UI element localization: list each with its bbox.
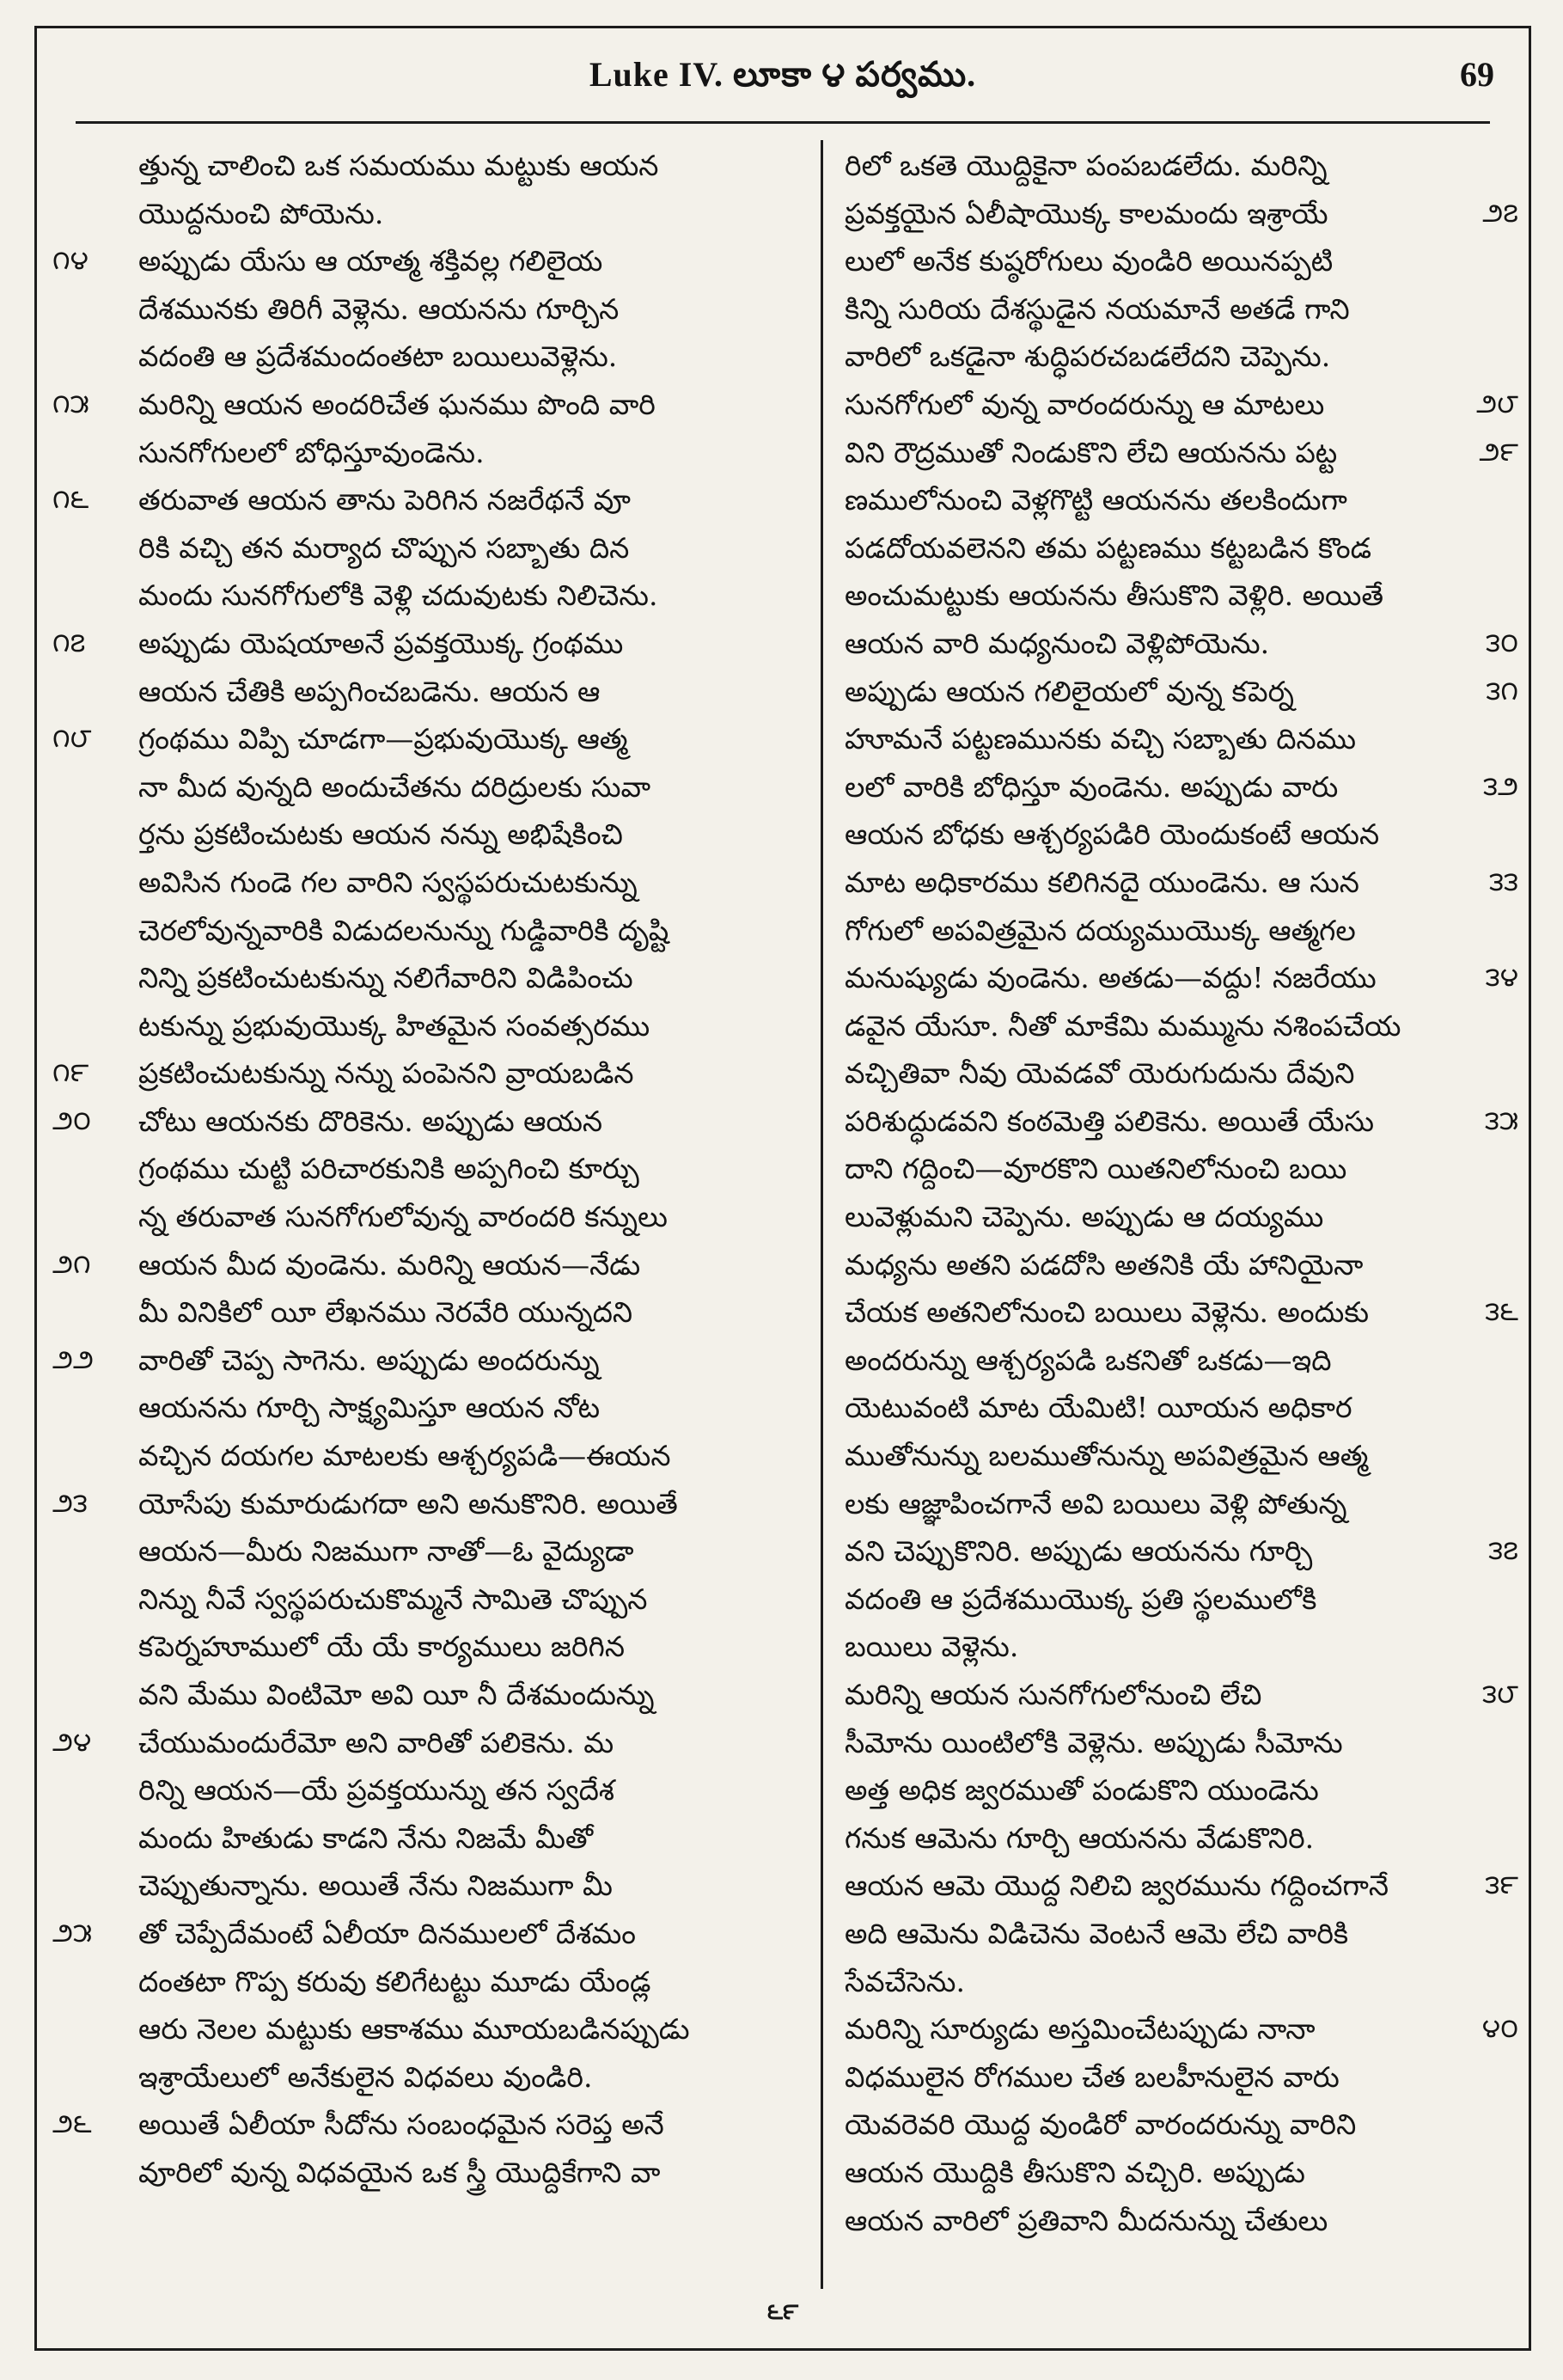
line-text: వారితో చెప్ప సాగెను. అప్పుడు అందరున్ను bbox=[138, 1343, 600, 1377]
line-text: మాట అధికారము కలిగినదై యుండెను. ఆ సున bbox=[845, 865, 1359, 899]
text-line bbox=[52, 190, 809, 238]
line-text: చేయుమందురేమో అని వారితో పలికెను. మ bbox=[138, 1725, 614, 1759]
line-text: యెవరెవరి యొద్ద వుండిరో వారందరున్ను వారిని bbox=[845, 2108, 1357, 2142]
text-line bbox=[845, 476, 1518, 524]
line-text: హూమనే పట్టణమునకు వచ్చి సబ్బాతు దినము bbox=[845, 722, 1357, 756]
line-text: దాని గద్దించి—వూరకొని యితనిలోనుంచి బయి bbox=[845, 1152, 1347, 1186]
line-text: రికి వచ్చి తన మర్యాద చొప్పున సబ్బాతు దిన bbox=[138, 530, 630, 565]
text-line bbox=[845, 142, 1518, 190]
line-text: యొద్దనుంచి పోయెను. bbox=[138, 196, 384, 230]
line-text: నిన్ను నీవే స్వస్థపరుచుకొమ్మనే సామితె చొప్పున bbox=[138, 1582, 648, 1616]
verse-number: ౧౫ bbox=[52, 388, 89, 419]
header-rule bbox=[76, 121, 1490, 124]
line-text: కపెర్నహూములో యే యే కార్యములు జరిగిన bbox=[138, 1630, 626, 1664]
text-line bbox=[845, 1193, 1518, 1241]
line-text: రిలో ఒకతె యొద్దికైనా పంపబడలేదు. మరిన్ని bbox=[845, 149, 1328, 182]
line-text: ఆయన యొద్దికి తీసుకొని వచ్చిరి. అప్పుడు bbox=[845, 2155, 1305, 2189]
verse-number: ౪౦ bbox=[1481, 2013, 1518, 2045]
text-line bbox=[52, 285, 809, 333]
verse-number: ౩౧ bbox=[1486, 675, 1518, 707]
text-line bbox=[845, 190, 1518, 238]
line-text: త్తున్న చాలించి ఒక సమయము మట్టుకు ఆయన bbox=[138, 149, 659, 182]
line-text: అంచుమట్టుకు ఆయనను తీసుకొని వెళ్లిరి. అయితే bbox=[845, 578, 1384, 613]
line-text: మనుష్యుడు వుండెను. అతడు—వద్దు! నజరేయు bbox=[845, 961, 1377, 995]
text-line bbox=[52, 668, 809, 716]
text-line bbox=[52, 763, 809, 811]
line-text: కిన్ని సురియ దేశస్థుడైన నయమానే అతడే గాని bbox=[845, 291, 1350, 326]
text-line bbox=[845, 1480, 1518, 1528]
text-line bbox=[52, 1193, 809, 1241]
line-text: ఆయన బోధకు ఆశ్చర్యపడిరి యెందుకంటే ఆయన bbox=[845, 817, 1380, 852]
line-text: ప్రకటించుటకున్ను నన్ను పంపెనని వ్రాయబడిన bbox=[138, 1056, 634, 1091]
text-line bbox=[52, 954, 809, 1002]
line-text: వచ్చిన దయగల మాటలకు ఆశ్చర్యపడి—ఈయన bbox=[138, 1439, 671, 1473]
line-text: మీ వినికిలో యీ లేఖనము నెరవేరి యున్నదని bbox=[138, 1295, 633, 1330]
line-text: నిన్ని ప్రకటించుటకున్ను నలిగేవారిని విడిపించు bbox=[138, 961, 633, 995]
text-line bbox=[845, 1432, 1518, 1480]
bible-page bbox=[34, 26, 1531, 2351]
line-text: విధములైన రోగముల చేత బలహీనులైన వారు bbox=[845, 2059, 1340, 2094]
verse-number: ౨౮ bbox=[1476, 388, 1518, 419]
text-line bbox=[52, 1623, 809, 1671]
line-text: లువెళ్లుమని చెప్పెను. అప్పుడు ఆ దయ్యము bbox=[845, 1200, 1324, 1234]
text-line bbox=[52, 1480, 809, 1528]
text-line bbox=[52, 1288, 809, 1337]
line-text: అయితే ఏలీయా సీదోను సంబంధమైన సరెప్త అనే bbox=[138, 2108, 664, 2142]
printer-signature: ౬౯ bbox=[766, 2299, 799, 2325]
line-text: అప్పుడు యేసు ఆ యాత్మ శక్తివల్ల గలిలైయ bbox=[138, 244, 603, 278]
line-text: మరిన్ని ఆయన అందరిచేత ఘనము పొంది వారి bbox=[138, 387, 656, 421]
line-text: మరిన్ని ఆయన సునగోగులోనుంచి లేచి bbox=[845, 1678, 1262, 1711]
line-text: మరిన్ని సూర్యుడు అస్తమించేటప్పుడు నానా bbox=[845, 2012, 1316, 2047]
verse-number: ౨౨ bbox=[52, 1343, 94, 1375]
text-line bbox=[845, 333, 1518, 381]
line-text: గ్రంథము చుట్టి పరిచారకునికి అప్పగించి కూర్చు bbox=[138, 1152, 639, 1186]
verse-number: ౧౬ bbox=[52, 484, 89, 516]
line-text: పడదోయవలెనని తమ పట్టణము కట్టబడిన కొండ bbox=[845, 530, 1371, 565]
text-line bbox=[52, 1814, 809, 1863]
text-line bbox=[845, 1671, 1518, 1719]
verse-number: ౧౭ bbox=[52, 627, 86, 658]
text-line bbox=[52, 1145, 809, 1193]
text-line bbox=[845, 285, 1518, 333]
verse-number: ౩౭ bbox=[1488, 1535, 1518, 1567]
line-text: ఆయన వారిలో ప్రతివాని మీదనున్ను చేతులు bbox=[845, 2203, 1328, 2237]
line-text: తో చెప్పేదేమంటే ఏలీయా దినములలో దేశమం bbox=[138, 1916, 637, 1950]
text-line bbox=[845, 811, 1518, 859]
line-text: ఆయన మీద వుండెను. మరిన్ని ఆయన—నేడు bbox=[138, 1247, 641, 1282]
page-number: 69 bbox=[1460, 55, 1494, 94]
verse-number: ౩౦ bbox=[1486, 627, 1518, 658]
text-line bbox=[845, 1623, 1518, 1671]
text-line bbox=[52, 237, 809, 285]
line-text: వారిలో ఒకడైనా శుద్ధిపరచబడలేదని చెప్పెను. bbox=[845, 340, 1331, 374]
verse-number: ౩౩ bbox=[1489, 866, 1518, 897]
text-line bbox=[845, 954, 1518, 1002]
text-line bbox=[845, 715, 1518, 763]
text-line bbox=[52, 715, 809, 763]
text-line bbox=[845, 1527, 1518, 1575]
text-line bbox=[845, 2197, 1518, 2245]
text-line bbox=[845, 381, 1518, 429]
text-line bbox=[845, 1002, 1518, 1050]
line-text: సునగోగులలో బోధిస్తూవుండెను. bbox=[138, 435, 485, 469]
line-text: లులో అనేక కుష్ఠరోగులు వుండిరి అయినప్పటి bbox=[845, 244, 1334, 278]
text-line bbox=[845, 1766, 1518, 1814]
line-text: అప్పుడు ఆయన గలిలైయలో వున్న కపెర్న bbox=[845, 674, 1294, 708]
text-line bbox=[52, 524, 809, 572]
line-text: సునగోగులో వున్న వారందరున్ను ఆ మాటలు bbox=[845, 387, 1325, 421]
right-column bbox=[845, 142, 1518, 2248]
line-text: ఆయన చేతికి అప్పగించబడెను. ఆయన ఆ bbox=[138, 674, 601, 708]
text-line bbox=[52, 1910, 809, 1958]
verse-number: ౨౦ bbox=[52, 1104, 91, 1136]
text-line bbox=[845, 2053, 1518, 2102]
verse-number: ౩౫ bbox=[1485, 1104, 1518, 1136]
line-text: తరువాత ఆయన తాను పెరిగిన నజరేథనే వూ bbox=[138, 483, 631, 517]
line-text: అత్త అధిక జ్వరముతో పండుకొని యుండెను bbox=[845, 1773, 1319, 1808]
verse-number: ౩౮ bbox=[1482, 1679, 1518, 1710]
text-line bbox=[52, 142, 809, 190]
verse-number: ౩౪ bbox=[1485, 962, 1518, 994]
line-text: పరిశుద్ధుడవని కంఠమెత్తి పలికెను. అయితే యేసు bbox=[845, 1104, 1375, 1138]
text-line bbox=[845, 429, 1518, 477]
text-line bbox=[52, 1098, 809, 1146]
line-text: ప్రవక్తయైన ఏలీషాయొక్క కాలమందు ఇశ్రాయే bbox=[845, 196, 1328, 230]
verse-number: ౧౯ bbox=[52, 1057, 89, 1089]
text-line bbox=[845, 1814, 1518, 1863]
text-line bbox=[845, 763, 1518, 811]
text-line bbox=[845, 2005, 1518, 2053]
text-line bbox=[845, 1098, 1518, 1146]
text-line bbox=[845, 1288, 1518, 1337]
line-text: వూరిలో వున్న విధవయైన ఒక స్త్రీ యొద్దికేగాని వా bbox=[138, 2155, 661, 2189]
line-text: చేయక అతనిలోనుంచి బయిలు వెళ్లెను. అందుకు bbox=[845, 1295, 1369, 1330]
text-line bbox=[52, 2149, 809, 2197]
line-text: విని రౌద్రముతో నిండుకొని లేచి ఆయనను పట్ట bbox=[845, 435, 1338, 469]
line-text: అందరున్ను ఆశ్చర్యపడి ఒకనితో ఒకడు—ఇది bbox=[845, 1343, 1332, 1377]
line-text: ణములోనుంచి వెళ్లగొట్టి ఆయనను తలకిందుగా bbox=[845, 483, 1347, 517]
verse-number: ౨౩ bbox=[52, 1487, 88, 1519]
text-line bbox=[52, 1527, 809, 1575]
left-column bbox=[52, 142, 809, 2248]
text-line bbox=[845, 524, 1518, 572]
text-line bbox=[845, 1241, 1518, 1289]
text-line bbox=[52, 1002, 809, 1050]
line-text: ఆయనను గూర్చి సాక్ష్యమిస్తూ ఆయన నోట bbox=[138, 1391, 601, 1425]
text-line bbox=[52, 859, 809, 907]
text-line bbox=[845, 237, 1518, 285]
line-text: వదంతి ఆ ప్రదేశముయొక్క ప్రతి స్థలములోకి bbox=[845, 1582, 1317, 1616]
text-line bbox=[845, 2149, 1518, 2197]
running-head: Luke IV. లూకా ౪ పర్వము. bbox=[589, 55, 977, 94]
text-line bbox=[52, 429, 809, 477]
text-line bbox=[52, 1337, 809, 1385]
verse-number: ౨౪ bbox=[52, 1726, 92, 1758]
line-text: గోగులో అపవిత్రమైన దయ్యముయొక్క ఆత్మగల bbox=[845, 913, 1356, 947]
line-text: యోసేపు కుమారుడుగదా అని అనుకొనిరి. అయితే bbox=[138, 1486, 678, 1520]
line-text: ఇశ్రాయేలులో అనేకులైన విధవలు వుండిరి. bbox=[138, 2059, 593, 2094]
verse-number: ౨౫ bbox=[52, 1917, 93, 1949]
text-line bbox=[52, 333, 809, 381]
text-line bbox=[52, 1671, 809, 1719]
line-text: బయిలు వెళ్లెను. bbox=[845, 1630, 1019, 1664]
text-line bbox=[52, 1766, 809, 1814]
text-line bbox=[52, 1241, 809, 1289]
verse-number: ౨౭ bbox=[1482, 197, 1518, 229]
text-line bbox=[845, 907, 1518, 955]
text-line bbox=[52, 1384, 809, 1432]
text-line bbox=[845, 1862, 1518, 1910]
text-line bbox=[52, 476, 809, 524]
line-text: అప్పుడు యెషయాఅనే ప్రవక్తయొక్క గ్రంథము bbox=[138, 626, 624, 660]
page-header bbox=[37, 28, 1529, 127]
text-line bbox=[845, 1575, 1518, 1624]
line-text: ర్తను ప్రకటించుటకు ఆయన నన్ను అభిషేకించి bbox=[138, 817, 623, 852]
verse-number: ౨౧ bbox=[52, 1248, 91, 1280]
line-text: వని మేము వింటిమో అవి యీ నీ దేశమందున్ను bbox=[138, 1678, 655, 1711]
text-line bbox=[845, 1910, 1518, 1958]
line-text: నా మీద వున్నది అందుచేతను దరిద్రులకు సువా bbox=[138, 769, 651, 804]
line-text: ముతోనున్ను బలముతోనున్ను అపవిత్రమైన ఆత్మ bbox=[845, 1439, 1369, 1473]
text-line bbox=[52, 907, 809, 955]
text-line bbox=[845, 572, 1518, 620]
text-line bbox=[52, 1862, 809, 1910]
line-text: ఆయన—మీరు నిజముగా నాతో—ఓ వైద్యుడా bbox=[138, 1534, 634, 1569]
text-line bbox=[52, 811, 809, 859]
text-line bbox=[52, 381, 809, 429]
line-text: ఆయన వారి మధ్యనుంచి వెళ్లిపోయెను. bbox=[845, 626, 1270, 660]
line-text: లకు ఆజ్ఞాపించగానే అవి బయిలు వెళ్లి పోతున్న bbox=[845, 1486, 1347, 1520]
line-text: అవిసిన గుండె గల వారిని స్వస్థపరుచుటకున్ను bbox=[138, 865, 638, 899]
line-text: మందు సునగోగులోకి వెళ్లి చదువుటకు నిలిచెను. bbox=[138, 578, 658, 613]
verse-number: ౨౬ bbox=[52, 2108, 92, 2140]
text-line bbox=[845, 620, 1518, 668]
line-text: చోటు ఆయనకు దొరికెను. అప్పుడు ఆయన bbox=[138, 1104, 603, 1138]
verse-number: ౩౬ bbox=[1485, 1296, 1518, 1328]
line-text: అది ఆమెను విడిచెను వెంటనే ఆమె లేచి వారికి bbox=[845, 1916, 1349, 1950]
line-text: డవైన యేసూ. నీతో మాకేమి మమ్మును నశింపచేయ bbox=[845, 1008, 1401, 1043]
line-text: వని చెప్పుకొనిరి. అప్పుడు ఆయనను గూర్చి bbox=[845, 1534, 1313, 1569]
text-line bbox=[845, 2101, 1518, 2149]
text-line bbox=[845, 1958, 1518, 2006]
text-line bbox=[845, 668, 1518, 716]
text-line bbox=[845, 1145, 1518, 1193]
line-text: వదంతి ఆ ప్రదేశమందంతటా బయిలువెళ్లెను. bbox=[138, 340, 618, 374]
line-text: టకున్ను ప్రభువుయొక్క హితమైన సంవత్సరము bbox=[138, 1008, 650, 1043]
line-text: దేశమునకు తిరిగీ వెళ్లెను. ఆయనను గూర్చిన bbox=[138, 291, 620, 326]
text-line bbox=[845, 859, 1518, 907]
text-line bbox=[845, 1719, 1518, 1767]
line-text: లలో వారికి బోధిస్తూ వుండెను. అప్పుడు వారు bbox=[845, 769, 1339, 804]
text-line bbox=[845, 1337, 1518, 1385]
verse-number: ౧౮ bbox=[52, 723, 92, 755]
line-text: న్న తరువాత సునగోగులోవున్న వారందరి కన్నులు bbox=[138, 1200, 668, 1234]
text-line bbox=[845, 1384, 1518, 1432]
line-text: చెప్పుతున్నాను. అయితే నేను నిజముగా మీ bbox=[138, 1869, 613, 1903]
text-line bbox=[845, 1049, 1518, 1098]
line-text: ఆయన ఆమె యొద్ద నిలిచి జ్వరమును గద్దించగానే bbox=[845, 1869, 1389, 1903]
line-text: మధ్యను అతని పడదోసి అతనికి యే హానియైనా bbox=[845, 1247, 1364, 1282]
verse-number: ౩౯ bbox=[1485, 1869, 1518, 1901]
line-text: మందు హితుడు కాడని నేను నిజమే మీతో bbox=[138, 1820, 594, 1855]
line-text: సేవచేసెను. bbox=[845, 1964, 965, 1998]
line-text: గనుక ఆమెను గూర్చి ఆయనను వేడుకొనిరి. bbox=[845, 1820, 1315, 1855]
line-text: వచ్చితివా నీవు యెవడవో యెరుగుదును దేవుని bbox=[845, 1056, 1355, 1091]
verse-number: ౨౯ bbox=[1479, 436, 1518, 468]
line-text: దంతటా గొప్ప కరువు కలిగేటట్టు మూడు యేండ్ల bbox=[138, 1964, 651, 1998]
verse-number: ౧౪ bbox=[52, 245, 89, 277]
text-line bbox=[52, 2101, 809, 2149]
line-text: యెటువంటి మాట యేమిటి! యీయన అధికార bbox=[845, 1391, 1352, 1425]
text-line bbox=[52, 1958, 809, 2006]
line-text: సీమోను యింటిలోకి వెళ్లెను. అప్పుడు సీమోను bbox=[845, 1725, 1343, 1759]
verse-number: ౩౨ bbox=[1483, 770, 1518, 802]
text-line bbox=[52, 620, 809, 668]
text-line bbox=[52, 2005, 809, 2053]
text-line bbox=[52, 1049, 809, 1098]
line-text: గ్రంథము విప్పి చూడగా—ప్రభువుయొక్క ఆత్మ bbox=[138, 722, 628, 756]
line-text: చెరలోవున్నవారికి విడుదలనున్ను గుడ్డివారికి దృష్టి bbox=[138, 913, 669, 947]
column-divider bbox=[821, 140, 823, 2289]
text-line bbox=[52, 2053, 809, 2102]
text-line bbox=[52, 1432, 809, 1480]
line-text: రిన్ని ఆయన—యే ప్రవక్తయున్ను తన స్వదేశ bbox=[138, 1773, 615, 1808]
line-text: ఆరు నెలల మట్టుకు ఆకాశము మూయబడినప్పుడు bbox=[138, 2012, 690, 2047]
text-line bbox=[52, 1719, 809, 1767]
text-line bbox=[52, 1575, 809, 1624]
text-line bbox=[52, 572, 809, 620]
